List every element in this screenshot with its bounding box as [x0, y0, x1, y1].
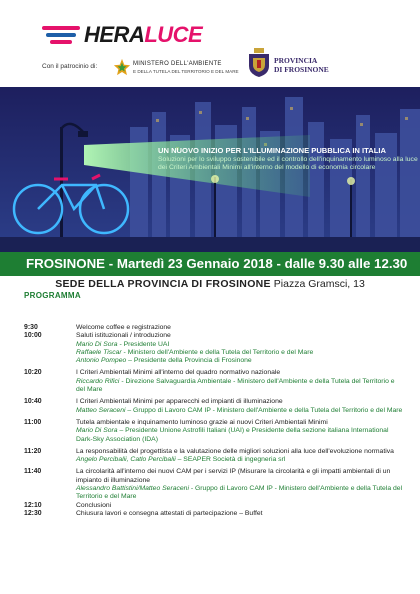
agenda-time: 9:30 [24, 324, 38, 331]
agenda-speaker: Mario Di Sora - Presidente UAI [76, 340, 170, 348]
program-title: PROGRAMMA [24, 291, 81, 300]
agenda-item [24, 448, 404, 465]
agenda-time: 12:10 [24, 501, 42, 509]
agenda-topic: Tutela ambientale e inquinamento luminoso grazie ai nuovi Criteri Ambientali Minimi [76, 418, 328, 426]
agenda-topic: La responsabilità del progettista e la valutazione delle migliori soluzioni alla luce dell'evoluzione normativa [76, 447, 394, 455]
agenda-time: 10:00 [24, 332, 42, 340]
agenda-item [24, 419, 404, 444]
agenda-time: 11:00 [24, 418, 42, 426]
hero-title: UN NUOVO INIZIO PER L'ILLUMINAZIONE PUBBLICA IN ITALIA [158, 146, 386, 155]
agenda-topic: Welcome coffee e registrazione [76, 324, 171, 331]
star-icon [113, 58, 131, 76]
agenda-topic: I Criteri Ambientali Minimi all'interno del quadro normativo nazionale [76, 369, 281, 377]
agenda-speaker: Matteo Seraceni – Gruppo di Lavoro CAM IP - Ministero dell'Ambiente e della Tutela del Territorio e del Mare [76, 406, 403, 414]
agenda-time: 10:20 [24, 369, 42, 377]
agenda-item [24, 468, 404, 501]
agenda-time: 11:20 [24, 447, 42, 455]
agenda-speaker: Angelo Percibalii, Catlo Percibalii – SEAPER Società di ingegneria srl [76, 456, 286, 464]
venue-address: Piazza Gramsci, 13 [273, 278, 365, 290]
hero-subtitle: Soluzioni per lo sviluppo sostenibile ed il controllo dell'inquinamento luminoso alla luce dei Criteri Ambientali Minimi all'interno del modello di economia circolare [158, 156, 418, 172]
province-crest-icon [247, 48, 271, 78]
agenda-topic: Conclusioni [76, 501, 112, 509]
logo-wordmark: HERALUCE [84, 22, 203, 47]
event-date-text: FROSINONE - Martedì 23 Gennaio 2018 - dalle 9.30 alle 12.30 [26, 256, 408, 271]
ministry-logo [113, 58, 243, 78]
venue-name: SEDE DELLA PROVINCIA DI FROSINONE [55, 278, 271, 290]
agenda-speaker: Antonio Pompeo – Presidente della Provincia di Frosinone [76, 357, 252, 365]
agenda-speaker: Mario Di Sora – Presidente Unione Astrofili Italiani (UAI) e Presidente della sezione italiana International Dark-Sky Association (IDA) [76, 427, 389, 443]
agenda-item [24, 502, 404, 510]
event-venue [0, 278, 420, 290]
ministry-name: MINISTERO DELL'AMBIENTE [133, 61, 222, 67]
agenda-speaker: Raffaele Tiscar - Ministero dell'Ambiente e della Tutela del Territorio e del Mare [76, 348, 314, 356]
agenda-speaker: Alessandro Battistini/Matteo Seraceni - Gruppo di Lavoro CAM IP - Ministero dell'Ambiente e della Tutela del Territorio e del Mare [76, 485, 403, 501]
province-name: PROVINCIA DI FROSINONE [274, 56, 329, 74]
agenda-list [24, 324, 404, 518]
agenda-item [24, 510, 404, 518]
heraluce-logo [42, 22, 242, 48]
logo-stripes-icon [42, 26, 82, 46]
agenda-speaker: Riccardo Rifici - Direzione Salvaguardia Ambientale - Ministero dell'Ambiente e della Tutela del Territorio e del Mare [76, 377, 395, 394]
agenda-item [24, 398, 404, 415]
agenda-topic: La circolarità all'interno dei nuovi CAM per i servizi IP (Misurare la circolarità e gli impatti ambientali di un impianto di illuminazione [76, 468, 391, 484]
agenda-time: 12:30 [24, 509, 42, 517]
agenda-time: 10:40 [24, 398, 42, 406]
agenda-item [24, 324, 404, 332]
patronage-label: Con il patrocinio di: [42, 63, 98, 70]
agenda-item [24, 332, 404, 365]
agenda-topic: Chiusura lavori e consegna attestati di partecipazione – Buffet [76, 509, 263, 517]
agenda-time: 11:40 [24, 468, 42, 476]
agenda-topic: Saluti istituzionali / introduzione [76, 332, 171, 340]
agenda-item [24, 369, 404, 394]
agenda-topic: I Criteri Ambientali Minimi per apparecchi ed impianti di illuminazione [76, 398, 283, 406]
ministry-subtitle: E DELLA TUTELA DEL TERRITORIO E DEL MARE [133, 69, 239, 74]
